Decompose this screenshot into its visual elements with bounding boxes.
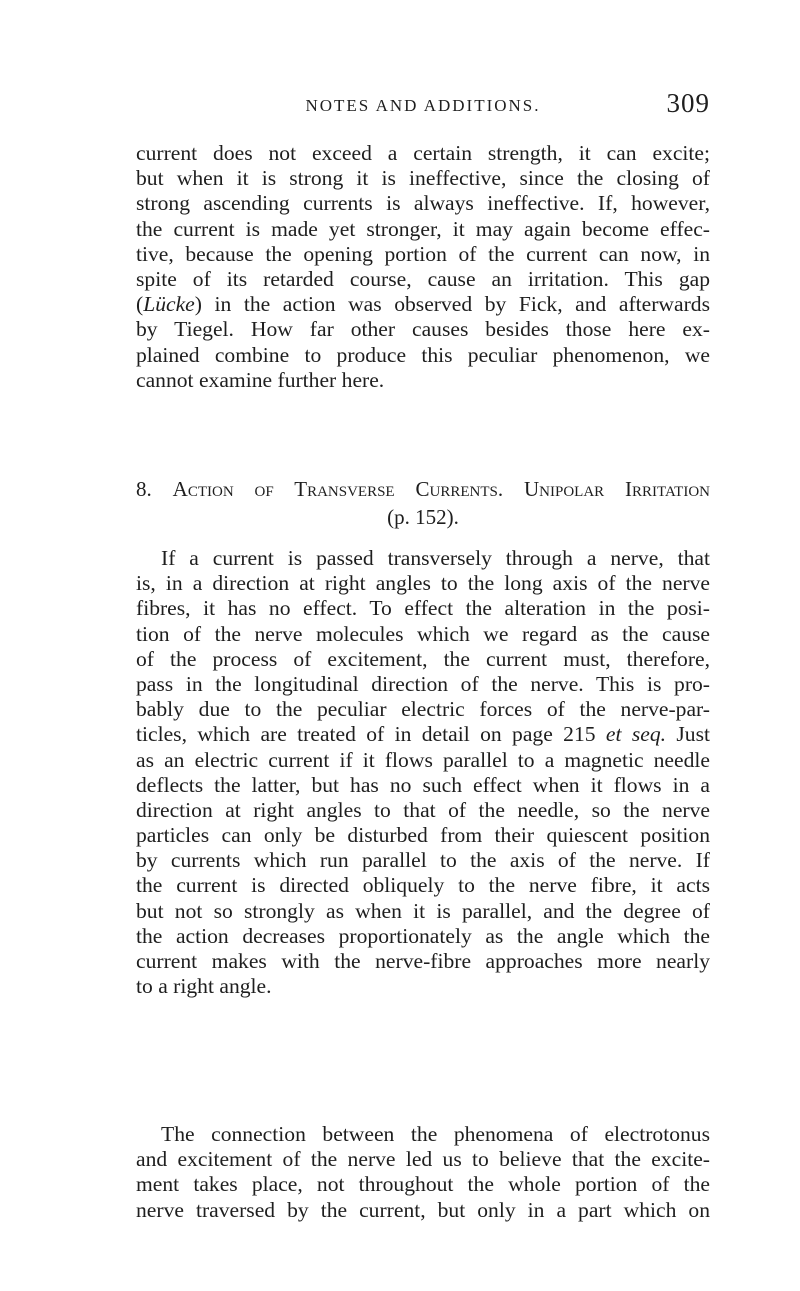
text-line: direction at right angles to that of the needle, so the nerve — [136, 797, 710, 822]
text-line: by Tiegel. How far other causes besides those here ex- — [136, 317, 710, 342]
text-line: particles can only be disturbed from their quiescent position — [136, 823, 710, 848]
text-line: the current is made yet stronger, it may again become effec- — [136, 216, 710, 241]
paragraph-1 — [136, 141, 710, 393]
text-line: deflects the latter, but has no such effect when it flows in a — [136, 772, 710, 797]
text-line: plained combine to produce this peculiar phenomenon, we — [136, 342, 710, 367]
text-line: If a current is passed transversely through a nerve, that — [161, 546, 710, 570]
paragraph-3 — [136, 1122, 710, 1223]
text-line: is, in a direction at right angles to the long axis of the nerve — [136, 571, 710, 596]
text-line: by currents which run parallel to the axis of the nerve. If — [136, 848, 710, 873]
text-line: nerve traversed by the current, but only in a part which on — [136, 1197, 710, 1222]
text-line — [136, 292, 710, 317]
text-line: cannot examine further here. — [136, 367, 385, 392]
page-number: 309 — [666, 88, 710, 118]
text-line: the action decreases proportionately as the angle which the — [136, 923, 710, 948]
section-heading-title — [136, 477, 710, 502]
text-line: tion of the nerve molecules which we regard as the cause — [136, 621, 710, 646]
text-line: tive, because the opening portion of the current can now, in — [136, 241, 710, 266]
text-line: as an electric current if it flows parallel to a magnetic needle — [136, 747, 710, 772]
text-line: of the process of excitement, the current must, therefore, — [136, 646, 710, 671]
section-number: 8. — [136, 477, 152, 501]
text-line: the current is directed obliquely to the nerve fibre, it acts — [136, 873, 710, 898]
text-line: pass in the longitudinal direction of the nerve. This is pro- — [136, 671, 710, 696]
section-page-ref: (p. 152). — [387, 505, 459, 529]
text-line: current does not exceed a certain strength, it can excite; — [136, 141, 710, 165]
text-line-rest: in the action was observed by Fick, and afterwards — [214, 292, 710, 317]
text-line: current makes with the nerve-fibre approaches more nearly — [136, 949, 710, 973]
text-segment: Just — [666, 722, 710, 747]
gap-term: Lücke — [143, 292, 195, 317]
text-line: and excitement of the nerve led us to believe that the excite- — [136, 1147, 710, 1172]
gap-open-paren: ( — [136, 292, 144, 317]
text-line: fibres, it has no effect. To effect the alteration in the posi- — [136, 596, 710, 621]
text-line: bably due to the peculiar electric forces of the nerve-par- — [136, 697, 710, 722]
et-seq-italic: et seq. — [605, 722, 667, 747]
text-line: but when it is strong it is ineffective, since the closing of — [136, 166, 710, 191]
text-line: The connection between the phenomena of electrotonus — [161, 1122, 710, 1146]
text-line: but not so strongly as when it is parallel, and the degree of — [136, 898, 710, 923]
text-line — [136, 722, 710, 747]
gap-close-paren: ) — [194, 292, 202, 317]
running-head — [136, 88, 710, 122]
paragraph-2 — [136, 546, 710, 999]
text-line: ment takes place, not throughout the whole portion of the — [136, 1172, 710, 1197]
text-line: spite of its retarded course, cause an irritation. This gap — [136, 266, 710, 291]
text-segment: ticles, which are treated of in detail on page 215 — [136, 722, 606, 747]
section-title: Action of Transverse Currents. Unipolar Irritation — [172, 477, 711, 501]
text-line: strong ascending currents is always ineffective. If, however, — [136, 191, 710, 216]
text-line: to a right angle. — [136, 974, 272, 999]
running-title: NOTES AND ADDITIONS. — [305, 96, 541, 115]
